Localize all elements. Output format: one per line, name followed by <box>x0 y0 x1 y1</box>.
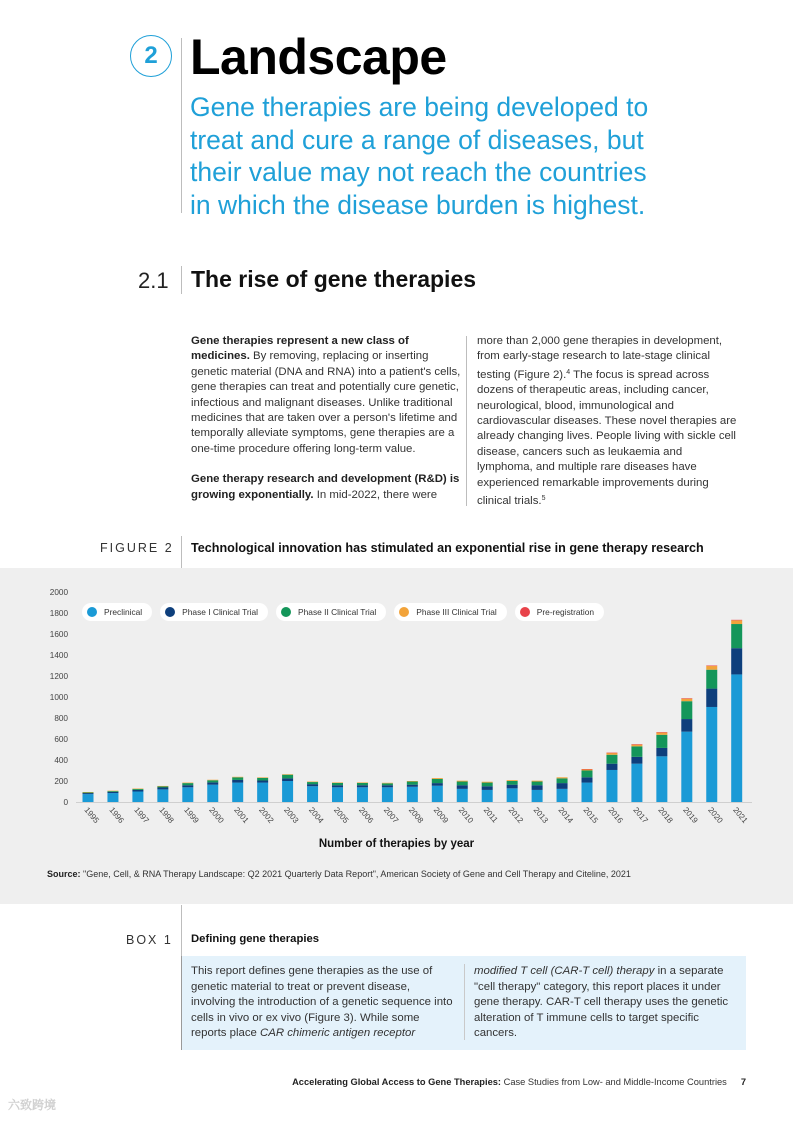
bar-segment-preclinical <box>532 790 543 802</box>
box-text-b: in a separate "cell therapy" category, this report places it under gene therapy. CAR-T cell therapy uses the genetic alteration of T immune cells to target specific cancers. <box>474 965 729 1039</box>
bar-segment-phase-ii-clinical-trial <box>407 782 418 785</box>
bar-segment-preclinical <box>557 789 568 802</box>
bar-segment-preclinical <box>731 674 742 802</box>
bar-segment-phase-i-clinical-trial <box>407 785 418 787</box>
x-tick-label: 1996 <box>107 805 126 825</box>
bar-segment-phase-iii-clinical-trial <box>457 781 468 782</box>
bar-segment-pre-registration <box>706 666 717 667</box>
bar-segment-phase-iii-clinical-trial <box>83 792 94 793</box>
bar-segment-phase-ii-clinical-trial <box>207 780 218 782</box>
x-tick-label: 1998 <box>157 805 176 825</box>
legend-label: Phase III Clinical Trial <box>416 607 497 617</box>
box-column-left <box>191 964 456 1042</box>
body-column-right <box>477 334 739 524</box>
section-divider <box>181 266 182 294</box>
bar-segment-phase-i-clinical-trial <box>532 785 543 790</box>
bar-segment-phase-ii-clinical-trial <box>681 701 692 719</box>
source-label: Source: <box>47 869 81 879</box>
x-tick-label: 2019 <box>681 805 700 825</box>
x-tick-label: 1997 <box>132 805 151 825</box>
bar-segment-preclinical <box>157 789 168 802</box>
bar-segment-phase-i-clinical-trial <box>582 777 593 782</box>
bar-segment-phase-ii-clinical-trial <box>631 746 642 757</box>
bar-segment-phase-ii-clinical-trial <box>507 781 518 785</box>
bar-segment-phase-ii-clinical-trial <box>182 783 193 785</box>
bar-segment-phase-iii-clinical-trial <box>132 789 143 790</box>
legend-dot-icon <box>399 607 409 617</box>
bar-segment-phase-iii-clinical-trial <box>507 780 518 781</box>
bar-segment-preclinical <box>656 756 667 802</box>
box-divider <box>181 905 182 956</box>
y-tick-label: 2000 <box>49 588 68 597</box>
bar-segment-phase-ii-clinical-trial <box>557 778 568 783</box>
bar-segment-phase-iii-clinical-trial <box>382 783 393 784</box>
bar-segment-preclinical <box>606 770 617 802</box>
bar-segment-phase-iii-clinical-trial <box>107 791 118 792</box>
footer-report-title: Accelerating Global Access to Gene Therapies: <box>292 1077 502 1087</box>
bar-segment-phase-i-clinical-trial <box>107 792 118 793</box>
box-italic-a: CAR chimeric antigen receptor <box>260 1027 416 1039</box>
legend-phase1 <box>160 603 268 621</box>
x-tick-label: 2009 <box>431 805 451 825</box>
bar-segment-preclinical <box>307 786 318 802</box>
legend-phase3 <box>394 603 507 621</box>
y-tick-label: 400 <box>54 756 68 765</box>
y-tick-label: 1000 <box>49 693 68 702</box>
y-tick-label: 1600 <box>49 630 68 639</box>
bar-segment-preclinical <box>332 787 343 802</box>
bar-segment-phase-ii-clinical-trial <box>432 779 443 783</box>
header-divider <box>181 38 182 213</box>
x-tick-label: 2016 <box>606 805 625 825</box>
bar-segment-phase-iii-clinical-trial <box>432 778 443 779</box>
legend-dot-icon <box>281 607 291 617</box>
bar-segment-preclinical <box>182 787 193 802</box>
bar-segment-phase-i-clinical-trial <box>731 648 742 674</box>
bar-segment-phase-ii-clinical-trial <box>731 624 742 648</box>
bar-segment-preclinical <box>257 783 268 802</box>
bar-segment-phase-ii-clinical-trial <box>357 783 368 785</box>
bar-segment-phase-i-clinical-trial <box>432 783 443 786</box>
legend-phase2 <box>276 603 386 621</box>
legend-dot-icon <box>87 607 97 617</box>
bar-segment-phase-i-clinical-trial <box>83 793 94 794</box>
x-tick-label: 1995 <box>82 805 101 825</box>
bar-segment-phase-ii-clinical-trial <box>606 755 617 764</box>
bar-segment-preclinical <box>631 764 642 802</box>
chapter-title: Landscape <box>190 29 447 85</box>
y-tick-label: 1400 <box>49 651 68 660</box>
bar-segment-phase-ii-clinical-trial <box>157 786 168 787</box>
bar-segment-preclinical <box>582 783 593 802</box>
intro-text: By removing, replacing or inserting genetic material (DNA and RNA) into a patient's cells, gene therapies can treat and potentially cure genetic, infectious and malignant diseases. Unlike traditional medicines that are taken over a person's lifetime and temporally alleviate symptoms, gene therapies are a one-time procedure offering long-term value. <box>191 350 461 455</box>
x-tick-label: 2007 <box>381 805 401 825</box>
section-title: The rise of gene therapies <box>191 266 477 292</box>
bar-segment-phase-i-clinical-trial <box>382 785 393 787</box>
bar-segment-preclinical <box>432 786 443 802</box>
bar-segment-phase-i-clinical-trial <box>182 785 193 787</box>
y-tick-label: 600 <box>54 735 68 744</box>
box-label: BOX 1 <box>126 933 173 947</box>
bar-segment-phase-iii-clinical-trial <box>532 781 543 782</box>
legend-dot-icon <box>520 607 530 617</box>
footnote-5: 5 <box>541 495 546 503</box>
bar-segment-phase-i-clinical-trial <box>157 788 168 790</box>
bar-segment-phase-i-clinical-trial <box>557 783 568 789</box>
bar-segment-phase-i-clinical-trial <box>656 748 667 756</box>
x-tick-label: 2006 <box>356 805 376 825</box>
bar-segment-pre-registration <box>606 753 617 754</box>
bar-segment-preclinical <box>232 783 243 802</box>
box-panel-edge <box>181 956 182 1050</box>
bar-segment-phase-iii-clinical-trial <box>557 777 568 778</box>
rd-lead: Gene therapy research and development (R&D) is growing exponentially. <box>191 473 460 501</box>
bar-segment-phase-i-clinical-trial <box>631 757 642 764</box>
bar-segment-phase-i-clinical-trial <box>606 764 617 770</box>
bar-segment-phase-iii-clinical-trial <box>357 782 368 783</box>
bar-segment-phase-iii-clinical-trial <box>706 666 717 670</box>
bar-segment-phase-i-clinical-trial <box>132 790 143 792</box>
bar-segment-phase-i-clinical-trial <box>357 785 368 787</box>
box-title: Defining gene therapies <box>191 933 320 945</box>
legend-label: Preclinical <box>104 607 143 617</box>
legend-label: Phase I Clinical Trial <box>182 607 259 617</box>
bar-segment-phase-ii-clinical-trial <box>582 771 593 778</box>
x-tick-label: 2003 <box>282 805 301 825</box>
bar-segment-phase-ii-clinical-trial <box>532 782 543 786</box>
legend-label: Pre-registration <box>536 607 595 617</box>
bar-segment-preclinical <box>407 787 418 802</box>
bar-segment-phase-iii-clinical-trial <box>257 777 268 778</box>
box-text-a: This report defines gene therapies as the use of genetic material to treat or prevent disease, involving the introduction of a genetic sequence into cells in vivo or ex vivo (Figure 3). While some reports place <box>191 965 453 1039</box>
bar-segment-phase-iii-clinical-trial <box>681 699 692 702</box>
bar-segment-phase-ii-clinical-trial <box>457 782 468 786</box>
bar-segment-phase-i-clinical-trial <box>681 719 692 732</box>
bar-segment-phase-iii-clinical-trial <box>157 786 168 787</box>
x-tick-label: 2021 <box>731 805 750 825</box>
x-tick-label: 2010 <box>456 805 476 825</box>
y-tick-label: 1200 <box>49 672 68 681</box>
figure-label: FIGURE 2 <box>100 541 174 555</box>
box-column-right <box>474 964 736 1042</box>
x-tick-label: 2012 <box>506 805 525 825</box>
x-tick-label: 2013 <box>531 805 550 825</box>
x-tick-label: 2004 <box>307 805 326 825</box>
x-tick-label: 2011 <box>481 805 500 825</box>
bar-segment-phase-iii-clinical-trial <box>282 774 293 775</box>
col2-text-b: The focus is spread across dozens of therapeutic areas, including cancer, neurological, blood, immunological and cardiovascular diseases. These novel therapies are already changing lives. People living with sickle cell disease, cancers such as leukaemia and lymphoma, and multiple rare diseases have experienced remarkable improvements during clinical trials. <box>477 368 737 508</box>
footnote-4: 4 <box>566 368 571 376</box>
legend-preclinical <box>82 603 152 621</box>
y-tick-label: 800 <box>54 714 68 723</box>
bar-segment-preclinical <box>382 787 393 802</box>
bar-segment-pre-registration <box>656 732 667 733</box>
x-tick-label: 2001 <box>232 805 251 825</box>
x-tick-label: 2014 <box>556 805 575 825</box>
bar-segment-phase-i-clinical-trial <box>507 785 518 789</box>
bar-segment-pre-registration <box>731 620 742 621</box>
x-axis-title: Number of therapies by year <box>318 838 475 850</box>
x-tick-label: 2020 <box>706 805 725 825</box>
bar-segment-phase-ii-clinical-trial <box>706 670 717 689</box>
bar-segment-phase-ii-clinical-trial <box>307 782 318 784</box>
bar-segment-phase-iii-clinical-trial <box>182 783 193 784</box>
bar-segment-preclinical <box>107 793 118 802</box>
y-tick-label: 200 <box>54 777 68 786</box>
bar-segment-preclinical <box>681 732 692 802</box>
bar-segment-phase-iii-clinical-trial <box>407 781 418 782</box>
bar-segment-phase-ii-clinical-trial <box>232 777 243 780</box>
box-column-divider <box>464 964 465 1040</box>
watermark: 六致跨境 <box>8 1098 57 1112</box>
bar-segment-pre-registration <box>631 744 642 745</box>
bar-segment-preclinical <box>457 789 468 802</box>
bar-segment-phase-ii-clinical-trial <box>656 735 667 748</box>
bar-segment-phase-ii-clinical-trial <box>482 783 493 787</box>
bar-segment-phase-ii-clinical-trial <box>332 783 343 785</box>
rd-text: In mid-2022, there were <box>313 488 438 501</box>
bar-segment-phase-i-clinical-trial <box>282 778 293 781</box>
chart-legend <box>82 603 604 621</box>
col2-text-a: more than 2,000 gene therapies in development, from early-stage research to late-stage clinical testing (Figure 2). <box>477 335 723 381</box>
footer-report-subtitle: Case Studies from Low- and Middle-Income Countries <box>501 1077 727 1087</box>
x-tick-label: 2008 <box>406 805 426 825</box>
bar-segment-preclinical <box>282 781 293 802</box>
figure-divider <box>181 536 182 568</box>
bar-segment-preclinical <box>83 794 94 802</box>
bar-segment-preclinical <box>132 792 143 803</box>
x-tick-label: 2000 <box>207 805 226 825</box>
source-text: "Gene, Cell, & RNA Therapy Landscape: Q2 2021 Quarterly Data Report", American Society of Gene and Cell Therapy and Citeline, 2021 <box>80 869 631 879</box>
section-number: 2.1 <box>138 268 169 293</box>
figure-source <box>47 869 631 879</box>
column-divider <box>466 336 467 506</box>
bar-segment-phase-iii-clinical-trial <box>731 620 742 624</box>
bar-segment-phase-ii-clinical-trial <box>282 775 293 779</box>
y-tick-label: 1800 <box>49 609 68 618</box>
bar-segment-phase-iii-clinical-trial <box>307 782 318 783</box>
bar-segment-phase-i-clinical-trial <box>207 782 218 784</box>
bar-segment-phase-i-clinical-trial <box>457 785 468 789</box>
bar-segment-preclinical <box>507 788 518 802</box>
bar-segment-phase-iii-clinical-trial <box>482 782 493 783</box>
figure-title: Technological innovation has stimulated an exponential rise in gene therapy research <box>191 541 704 555</box>
chapter-subtitle: Gene therapies are being developed to treat and cure a range of diseases, but their value may not reach the countries in which the disease burden is highest. <box>190 92 649 220</box>
bar-segment-phase-ii-clinical-trial <box>382 783 393 785</box>
bar-segment-phase-ii-clinical-trial <box>257 778 268 781</box>
bar-segment-pre-registration <box>681 698 692 699</box>
bar-segment-phase-i-clinical-trial <box>257 780 268 782</box>
x-tick-label: 2017 <box>631 805 650 825</box>
x-tick-label: 2015 <box>581 805 600 825</box>
page-footer <box>292 1077 746 1087</box>
bar-segment-phase-i-clinical-trial <box>706 689 717 707</box>
legend-dot-icon <box>165 607 175 617</box>
bar-segment-phase-i-clinical-trial <box>232 780 243 783</box>
bar-segment-phase-iii-clinical-trial <box>207 780 218 781</box>
x-tick-label: 2005 <box>331 805 351 825</box>
legend-label: Phase II Clinical Trial <box>298 607 377 617</box>
bar-segment-preclinical <box>482 790 493 802</box>
bar-segment-preclinical <box>357 787 368 802</box>
bar-segment-phase-iii-clinical-trial <box>332 782 343 783</box>
bar-segment-preclinical <box>706 707 717 802</box>
bar-segment-phase-i-clinical-trial <box>482 786 493 790</box>
bar-segment-phase-iii-clinical-trial <box>656 732 667 734</box>
legend-prereg <box>515 603 604 621</box>
bar-segment-phase-i-clinical-trial <box>332 785 343 787</box>
y-tick-label: 0 <box>63 798 68 807</box>
intro-lead: Gene therapies represent a new class of medicines. <box>191 335 409 363</box>
body-column-left <box>191 334 461 518</box>
bar-segment-pre-registration <box>582 769 593 770</box>
chapter-number-badge: 2 <box>130 35 172 77</box>
bar-segment-preclinical <box>207 785 218 802</box>
x-tick-label: 2018 <box>656 805 675 825</box>
x-tick-label: 2002 <box>257 805 276 825</box>
bar-segment-phase-i-clinical-trial <box>307 784 318 786</box>
x-tick-label: 1999 <box>182 805 201 825</box>
box-italic-b: modified T cell (CAR-T cell) therapy <box>474 965 655 977</box>
bar-segment-phase-iii-clinical-trial <box>232 777 243 778</box>
page-number: 7 <box>740 1077 746 1087</box>
